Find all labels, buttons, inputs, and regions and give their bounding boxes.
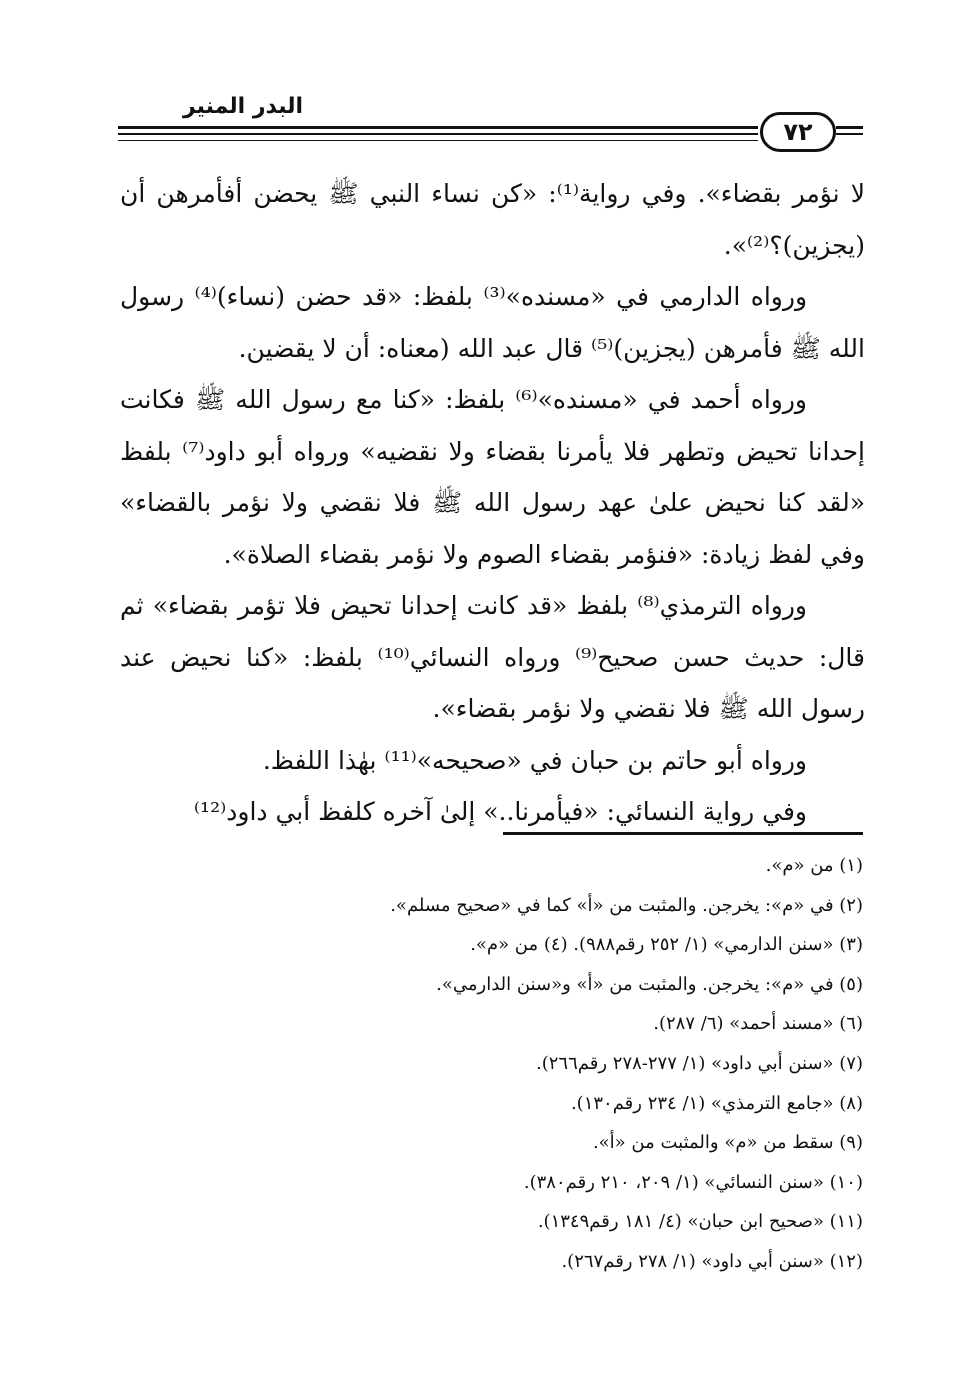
footnote: (١١) «صحيح ابن حبان» (٤/ ١٨١ رقم١٣٤٩). bbox=[537, 1211, 863, 1233]
footnote: (١) من «م». bbox=[765, 855, 863, 876]
header-rule bbox=[836, 133, 863, 135]
footnote: (١٢) «سنن أبي داود» (١/ ٢٧٨ رقم٢٦٧). bbox=[561, 1250, 863, 1272]
footnote: (٧) «سنن أبي داود» (١/ ٢٧٧-٢٧٨ رقم٢٦٦). bbox=[536, 1052, 863, 1074]
header-rule bbox=[118, 126, 758, 129]
page-number: ٧٢ bbox=[760, 112, 836, 152]
footnote: (٣) «سنن الدارمي» (١/ ٢٥٢ رقم٩٨٨). (٤) من «م». bbox=[470, 934, 863, 956]
page-header bbox=[118, 92, 863, 162]
header-rule bbox=[836, 126, 863, 129]
running-title: البدر المنير bbox=[182, 94, 303, 119]
paragraph: ورواه أحمد في «مسنده»⁽⁶⁾ بلفظ: «كنا مع رسول الله ﷺ فكانت إحدانا تحيض وتطهر فلا يأمرنا بقضاء ولا نقضيه» ورواه أبو داود⁽⁷⁾ بلفظ «لقد كنا نحيض علىٰ عهد رسول الله ﷺ فلا نقضي ولا نؤمر بالقضاء» وفي لفظ زيادة: «فنؤمر بقضاء الصوم ولا نؤمر بقضاء الصلاة». bbox=[120, 385, 865, 569]
footnote: (١٠) «سنن النسائي» (١/ ٢٠٩، ٢١٠ رقم٣٨٠). bbox=[523, 1171, 863, 1193]
footnote: (٨) «جامع الترمذي» (١/ ٢٣٤ رقم١٣٠). bbox=[570, 1092, 863, 1114]
paragraph: ورواه الترمذي⁽⁸⁾ بلفظ «قد كانت إحدانا تحيض فلا تؤمر بقضاء» ثم قال: حديث حسن صحيح⁽⁹⁾ ورواه النسائي⁽¹⁰⁾ بلفظ: «كنا نحيض عند رسول الله ﷺ فلا نقضي ولا نؤمر بقضاء». bbox=[120, 591, 866, 723]
footnote-separator bbox=[503, 832, 863, 835]
paragraph: ورواه الدارمي في «مسنده»⁽³⁾ بلفظ: «قد حضن (نساء)⁽⁴⁾ رسول الله ﷺ فأمرهن (يجزين)⁽⁵⁾ قال عبد الله (معناه: أن لا يقضين. bbox=[120, 282, 865, 363]
footnote: (٢) في «م»: يخرجن. والمثبت من «أ» كما في «صحيح مسلم». bbox=[390, 894, 863, 916]
header-rule bbox=[118, 133, 758, 135]
main-text bbox=[120, 168, 865, 838]
footnote: (٥) في «م»: يخرجن. والمثبت من «أ» و«سنن الدارمي». bbox=[436, 973, 863, 995]
paragraph: وفي رواية النسائي: «فيأمرنا..» إلىٰ آخره كلفظ أبي داود⁽¹²⁾ bbox=[193, 797, 807, 826]
header-rule bbox=[118, 140, 758, 141]
paragraph: لا نؤمر بقضاء». وفي رواية⁽¹⁾: «كن نساء النبي ﷺ يحضن أفأمرهن أن (يجزين)؟⁽²⁾». bbox=[120, 179, 865, 260]
footnote: (٩) سقط من «م» والمثبت من «أ». bbox=[592, 1132, 863, 1154]
paragraph: ورواه أبو حاتم بن حبان في «صحيحه»⁽¹¹⁾ بهٰذا اللفظ. bbox=[262, 745, 807, 775]
footnotes bbox=[200, 846, 863, 1282]
footnote: (٦) «مسند أحمد» (٦/ ٢٨٧). bbox=[653, 1013, 863, 1035]
